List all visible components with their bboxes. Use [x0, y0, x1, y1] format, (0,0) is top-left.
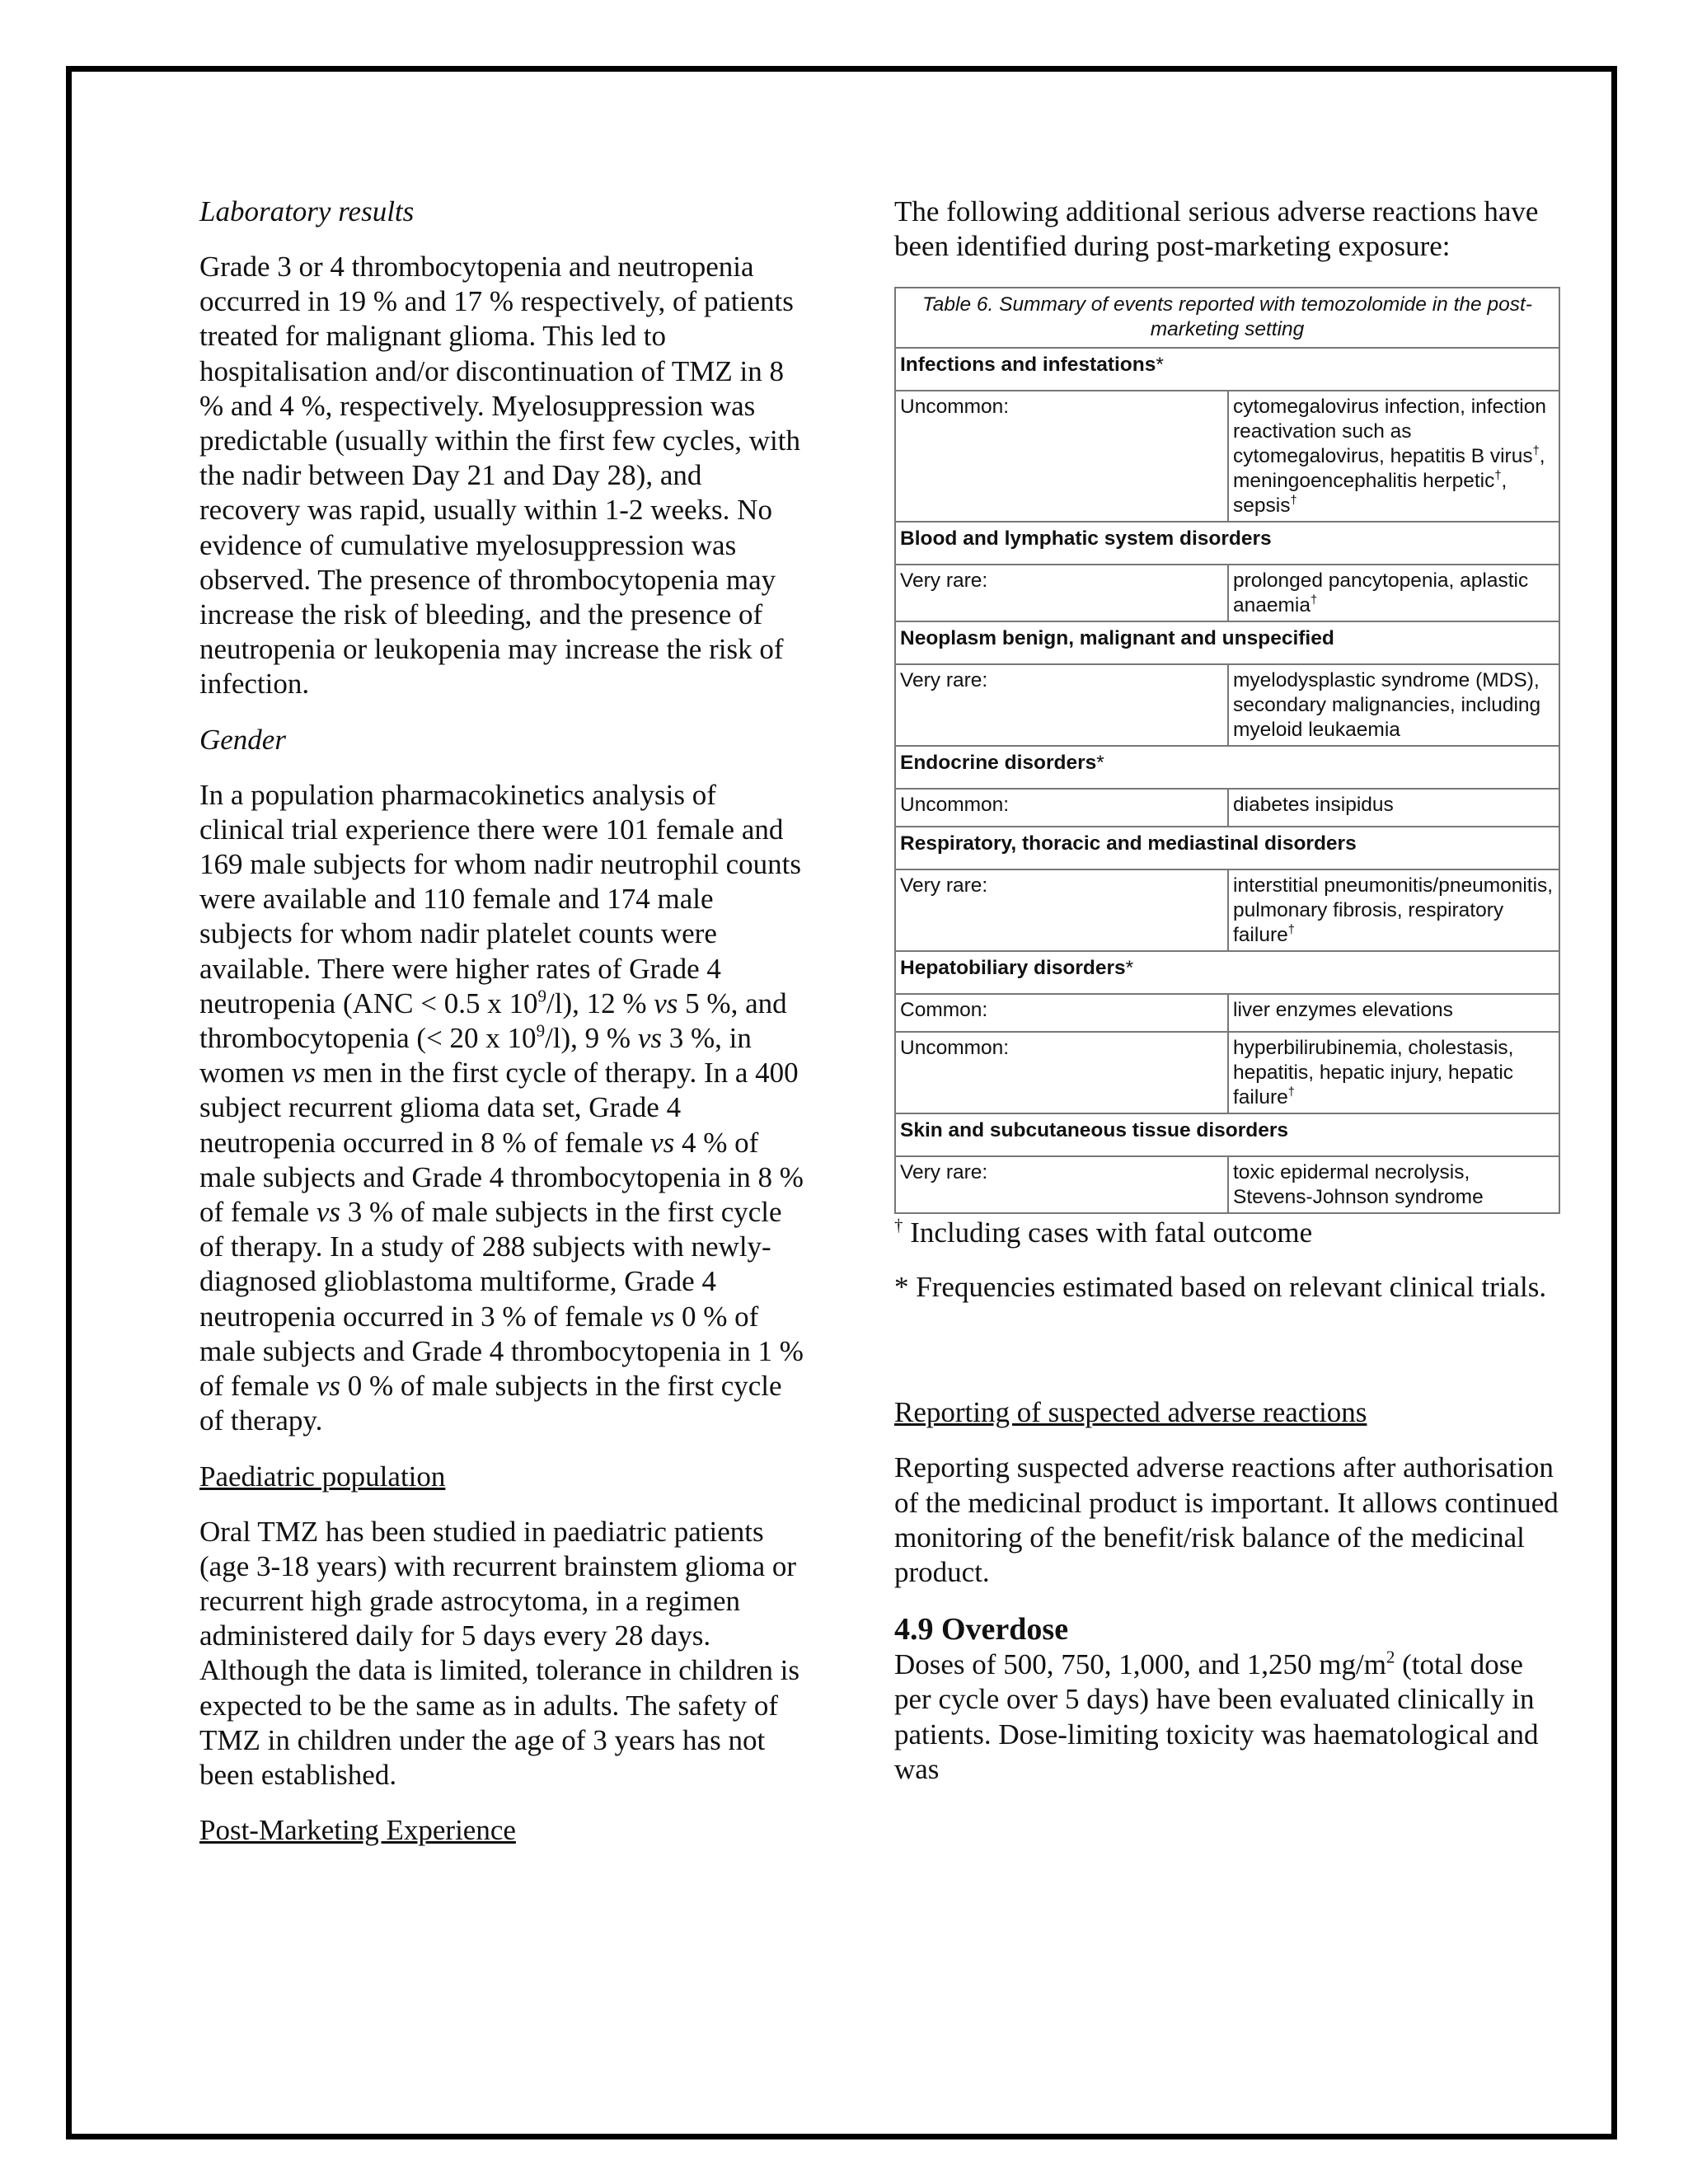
frequency-cell: Very rare: — [895, 869, 1228, 951]
frequency-cell: Uncommon: — [895, 1032, 1228, 1113]
paediatric-population-heading: Paediatric population — [199, 1460, 446, 1493]
events-cell: hyperbilirubinemia, cholestasis, hepatitis, hepatic injury, hepatic failure† — [1228, 1032, 1559, 1113]
dagger-footnote: † Including cases with fatal outcome — [894, 1215, 1313, 1249]
category-blood: Blood and lymphatic system disorders — [895, 522, 1559, 565]
table-category-row — [895, 746, 1559, 789]
events-cell: prolonged pancytopenia, aplastic anaemia† — [1228, 565, 1559, 621]
events-cell: cytomegalovirus infection, infection reactivation such as cytomegalovirus, hepatitis B virus†, meningoencephalitis herpetic†, sepsis† — [1228, 391, 1559, 522]
gender-heading: Gender — [199, 723, 286, 756]
category-skin: Skin and subcutaneous tissue disorders — [895, 1113, 1559, 1156]
table-row — [895, 1156, 1559, 1213]
laboratory-results-heading: Laboratory results — [199, 195, 415, 227]
gender-paragraph: In a population pharmacokinetics analysis of clinical trial experience there were 101 female and 169 male subjects for whom nadir neutrophil counts were available and 110 female and 174 male subjects for whom nadir platelet counts were available. There were higher rates of Grade 4 neutropenia (ANC < 0.5 x $10^9/l$), 12 % vs 5 %, and thrombocytopenia (< 20 x $10^9/l$), 9 % vs 3 %, in women vs men in the first cycle of therapy. In a 400 subject recurrent glioma data set, Grade 4 neutropenia occurred in 8 % of female vs 4 % of male subjects and Grade 4 thrombocytopenia in 8 % of female vs 3 % of male subjects in the first cycle of therapy. In a study of 288 subjects with newly-diagnosed glioblastoma multiforme, Grade 4 neutropenia occurred in 3 % of female vs 0 % of male subjects and Grade 4 thrombocytopenia in 1 % of female vs 0 % of male subjects in the first cycle of therapy. — [199, 778, 804, 1437]
category-infections: Infections and infestations* — [895, 348, 1559, 391]
table-caption: Table 6. Summary of events reported with temozolomide in the post-marketing setting — [895, 288, 1559, 348]
table-row — [895, 664, 1559, 746]
table-category-row — [895, 348, 1559, 391]
table-row — [895, 1032, 1559, 1113]
table-row — [895, 994, 1559, 1032]
events-cell: interstitial pneumonitis/pneumonitis, pulmonary fibrosis, respiratory failure† — [1228, 869, 1559, 951]
paediatric-population-paragraph: Oral TMZ has been studied in paediatric patients (age 3-18 years) with recurrent brainstem glioma or recurrent high grade astrocytoma, in a regimen administered daily for 5 days every 28 days. Although the data is limited, tolerance in children is expected to be the same as in adults. The safety of TMZ in children under the age of 3 years has not been established. — [199, 1515, 800, 1791]
frequency-cell: Common: — [895, 994, 1228, 1032]
post-marketing-intro: The following additional serious adverse reactions have been identified during post-marketing exposure: — [894, 195, 1539, 263]
reporting-paragraph: Reporting suspected adverse reactions after authorisation of the medicinal product is important. It allows continued monitoring of the benefit/risk balance of the medicinal product. — [894, 1451, 1559, 1589]
overdose-heading: 4.9 Overdose — [894, 1612, 1069, 1647]
frequency-cell: Very rare: — [895, 664, 1228, 746]
frequency-cell: Uncommon: — [895, 391, 1228, 522]
post-marketing-experience-heading: Post-Marketing Experience — [199, 1814, 516, 1847]
events-cell: toxic epidermal necrolysis, Stevens-Johnson syndrome — [1228, 1156, 1559, 1213]
reporting-heading: Reporting of suspected adverse reactions — [894, 1396, 1367, 1429]
category-respiratory: Respiratory, thoracic and mediastinal disorders — [895, 827, 1559, 869]
table-caption-row — [895, 288, 1559, 348]
table-row — [895, 565, 1559, 621]
category-hepatobiliary: Hepatobiliary disorders* — [895, 951, 1559, 994]
category-neoplasm: Neoplasm benign, malignant and unspecified — [895, 621, 1559, 664]
events-cell: liver enzymes elevations — [1228, 994, 1559, 1032]
overdose-paragraph: Doses of 500, 750, 1,000, and 1,250 $mg/m^2$ (total dose per cycle over 5 days) have been evaluated clinically in patients. Dose-limiting toxicity was haematological and was — [894, 1647, 1539, 1785]
right-column — [894, 194, 1560, 1787]
table-category-row — [895, 1113, 1559, 1156]
category-endocrine: Endocrine disorders* — [895, 746, 1559, 789]
laboratory-results-paragraph: Grade 3 or 4 thrombocytopenia and neutropenia occurred in 19 % and 17 % respectively, of patients treated for malignant glioma. This led to hospitalisation and/or discontinuation of TMZ in 8 % and 4 %, respectively. Myelosuppression was predictable (usually within the first few cycles, with the nadir between Day 21 and Day 28), and recovery was rapid, usually within 1-2 weeks. No evidence of cumulative myelosuppression was observed. The presence of thrombocytopenia may increase the risk of bleeding, and the presence of neutropenia or leukopenia may increase the risk of infection. — [199, 251, 800, 701]
events-cell: myelodysplastic syndrome (MDS), secondary malignancies, including myeloid leukaemia — [1228, 664, 1559, 746]
table-category-row — [895, 827, 1559, 869]
table-category-row — [895, 621, 1559, 664]
table-row — [895, 869, 1559, 951]
frequency-cell: Very rare: — [895, 565, 1228, 621]
left-column — [199, 194, 805, 1868]
table-row — [895, 789, 1559, 827]
table-row — [895, 391, 1559, 522]
frequency-footnote: * Frequencies estimated based on relevant clinical trials. — [894, 1271, 1547, 1304]
frequency-cell: Uncommon: — [895, 789, 1228, 827]
table-category-row — [895, 951, 1559, 994]
events-cell: diabetes insipidus — [1228, 789, 1559, 827]
post-marketing-events-table — [894, 287, 1560, 1214]
frequency-cell: Very rare: — [895, 1156, 1228, 1213]
table-category-row — [895, 522, 1559, 565]
